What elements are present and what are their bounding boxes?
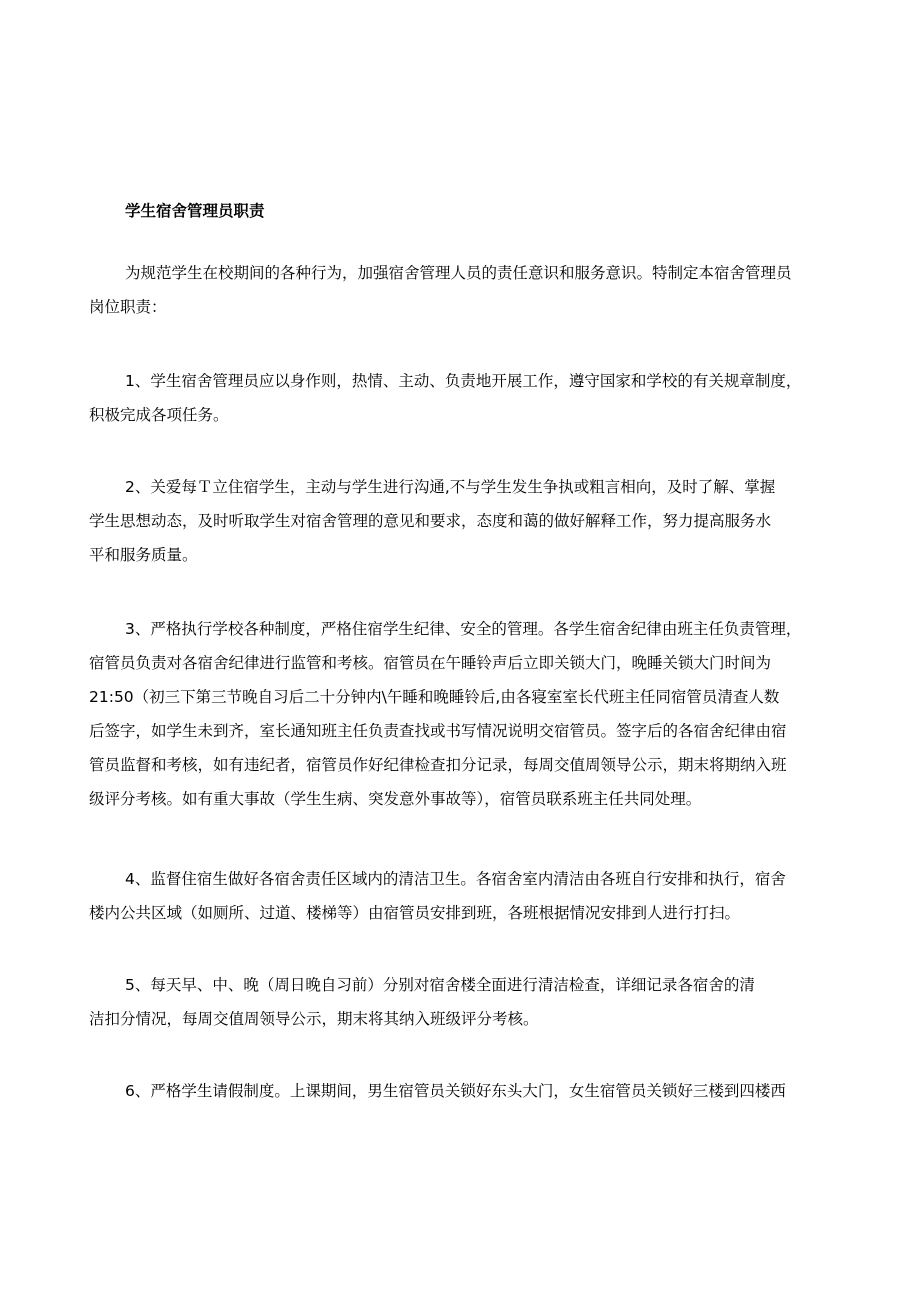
intro-paragraph [89,262,869,318]
item-paragraph-1 [89,370,869,426]
paragraph-line: 3、严格执行学校各种制度，严格住宿学生纪律、安全的管理。各学生宿舍纪律由班主任负责管理， [125,620,802,638]
paragraph-line: 4、监督住宿生做好各宿舍责任区域内的清洁卫生。各宿舍室内清洁由各班自行安排和执行，宿舍 [125,870,786,888]
paragraph-line: 积极完成各项任务。 [89,406,229,424]
paragraph-line: 岗位职责： [89,298,167,316]
item-paragraph-6 [89,1080,869,1102]
paragraph-line: 宿管员负责对各宿舍纪律进行监管和考核。宿管员在午睡铃声后立即关锁大门，晚睡关锁大门时间为 [89,654,772,672]
paragraph-line: 学生思想动态，及时听取学生对宿舍管理的意见和要求，态度和蔼的做好解释工作，努力提高服务水 [89,512,772,530]
paragraph-line: 后签字，如学生未到齐，室长通知班主任负责查找或书写情况说明交宿管员。签字后的各宿舍纪律由宿 [89,722,787,740]
item-paragraph-2 [89,476,869,566]
paragraph-line: 级评分考核。如有重大事故（学生生病、突发意外事故等），宿管员联系班主任共同处理。 [89,790,702,808]
paragraph-line: 平和服务质量。 [89,546,198,564]
paragraph-line: 为规范学生在校期间的各种行为，加强宿舍管理人员的责任意识和服务意识。特制定本宿舍管理员 [125,264,792,282]
paragraph-line: 管员监督和考核，如有违纪者，宿管员作好纪律检查扣分记录，每周交值周领导公示，期末将期纳入班 [89,756,787,774]
paragraph-line: 6、严格学生请假制度。上课期间，男生宿管员关锁好东头大门，女生宿管员关锁好三楼到四楼西 [125,1082,786,1100]
item-paragraph-5 [89,974,869,1030]
paragraph-line: 2、关爱每Ｔ立住宿学生，主动与学生进行沟通,不与学生发生争执或粗言相向，及时了解、掌握 [125,478,776,496]
paragraph-line: 1、学生宿舍管理员应以身作则，热情、主动、负责地开展工作，遵守国家和学校的有关规章制度， [125,372,802,390]
paragraph-line: 5、每天早、中、晚（周日晚自习前）分别对宿舍楼全面进行清洁检查，详细记录各宿舍的清 [125,976,755,994]
paragraph-line: 21:50（初三下第三节晚自习后二十分钟内\午睡和晚睡铃后,由各寝室室长代班主任同宿管员清查人数 [89,688,780,706]
document-title: 学生宿舍管理员职责 [125,202,265,220]
item-paragraph-3 [89,618,869,810]
paragraph-line: 洁扣分情况，每周交值周领导公示，期末将其纳入班级评分考核。 [89,1010,539,1028]
paragraph-line: 楼内公共区域（如厕所、过道、楼梯等）由宿管员安排到班，各班根据情况安排到人进行打扫。 [89,904,741,922]
item-paragraph-4 [89,868,869,924]
